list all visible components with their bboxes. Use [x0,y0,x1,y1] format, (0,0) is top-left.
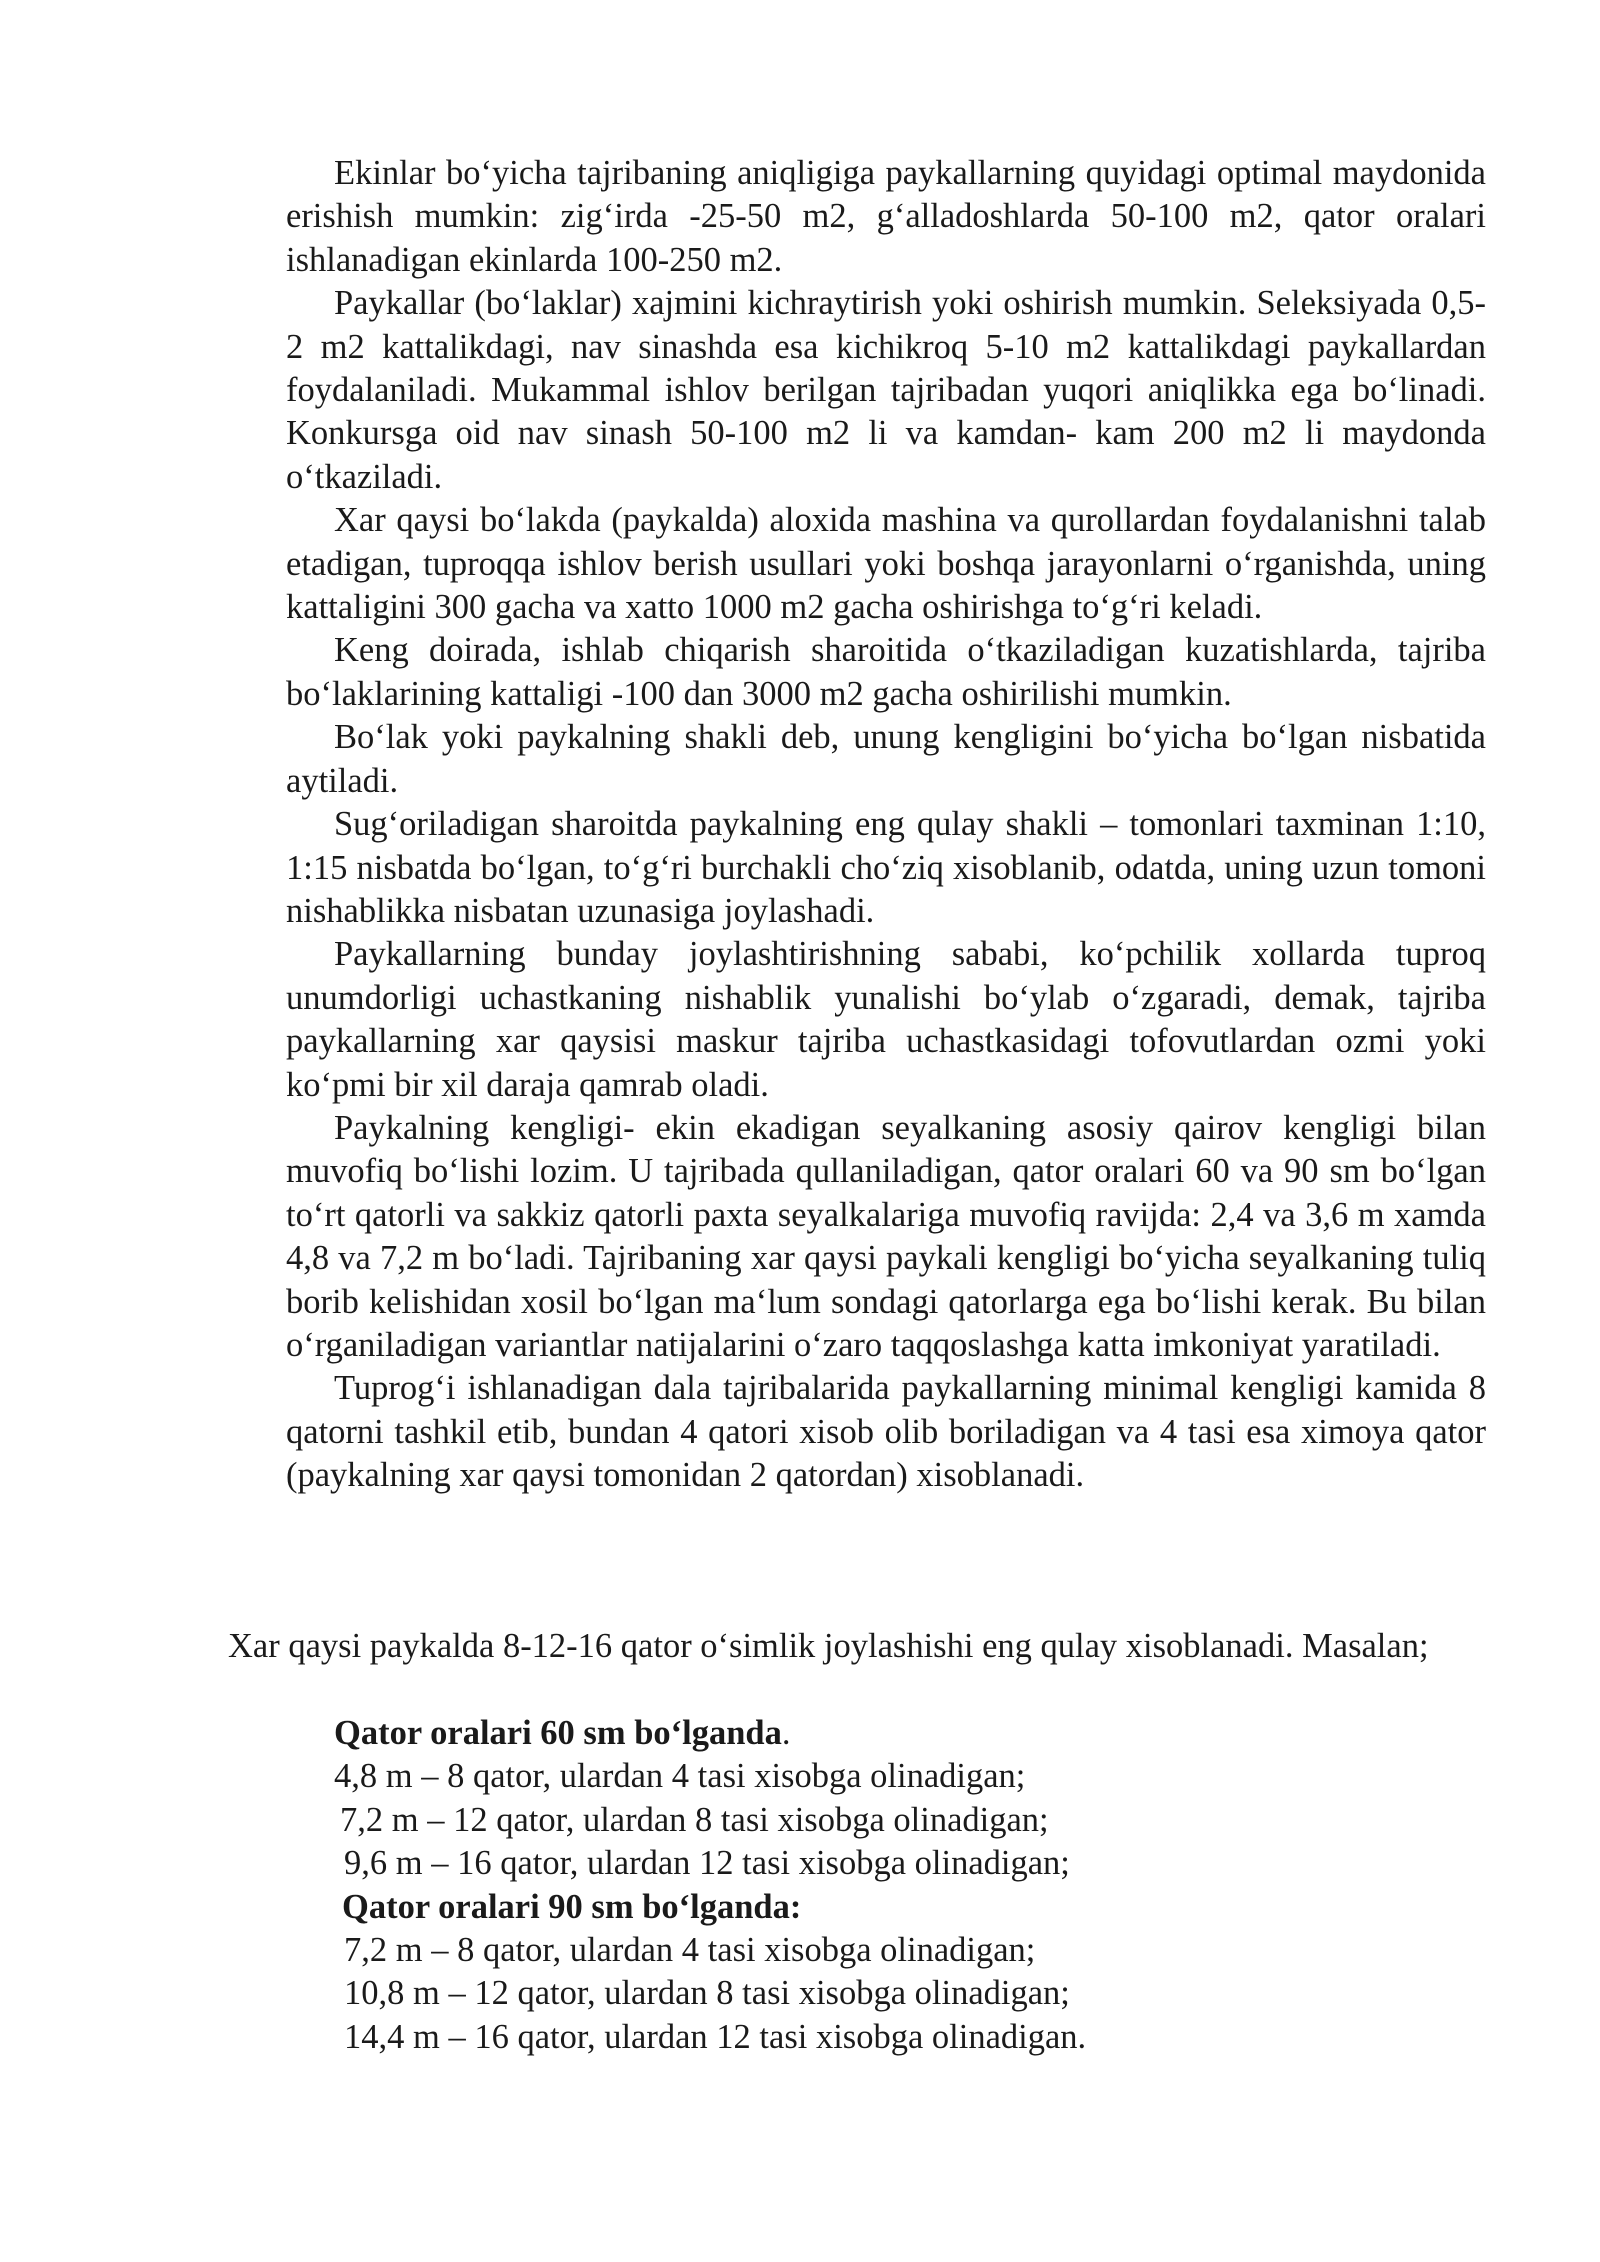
example-line: 7,2 m – 8 qator, ulardan 4 tasi xisobga olinadigan; [344,1931,1036,1970]
paragraph-plot-shape: Bo‘lak yoki paykalning shakli deb, unung kengligini bo‘yicha bo‘lgan nisbatida aytiladi. [286,718,1486,800]
paragraph-plot-area: Ekinlar bo‘yicha tajribaning aniqligiga paykallarning quyidagi optimal maydonida erishish mumkin: zig‘irda -25-50 m2, g‘alladoshlarda 50-100 m2, qator oralari ishlanadigan ekinlarda 100-250 m2. [286,154,1486,279]
body-text [286,152,1486,1498]
heading-60-text: Qator oralari 60 sm bo‘lganda [334,1714,782,1752]
heading-row-spacing-90: Qator oralari 90 sm bo‘lganda: [342,1887,802,1926]
paragraph-plot-size: Paykallar (bo‘laklar) xajmini kichraytirish yoki oshirish mumkin. Seleksiyada 0,5- 2 m2 kattalikdagi, nav sinashda esa kichikroq 5-10 m2 kattalikdagi paykallardan foydalaniladi. Mukammal ishlov berilgan tajribadan yuqori aniqlikka ega bo‘linadi. Konkursga oid nav sinash 50-100 m2 li va kamdan- kam 200 m2 li maydonda o‘tkaziladi. [286,284,1486,496]
paragraph-minimal-width: Tuprog‘i ishlanadigan dala tajribalarida paykallarning minimal kengligi kamida 8 qatorni tashkil etib, bundan 4 qatori xisob olib boriladigan va 4 tasi esa ximoya qator (paykalning xar qaysi tomonidan 2 qatordan) xisoblanadi. [286,1369,1486,1495]
example-line: 4,8 m – 8 qator, ulardan 4 tasi xisobga olinadigan; [334,1757,1026,1796]
paragraph-plot-width: Paykalning kengligi- ekin ekadigan seyalkaning asosiy qairov kengligi bilan muvofiq bo‘lishi lozim. U tajribada qullaniladigan, qator oralari 60 va 90 sm bo‘lgan to‘rt qatorli va sakkiz qatorli paxta seyalkalariga muvofiq ravijda: 2,4 va 3,6 m xamda 4,8 va 7,2 m bo‘ladi. Tajribaning xar qaysi paykali kengligi bo‘yicha seyalkaning tuliq borib kelishidan xosil bo‘lgan ma‘lum sondagi qatorlarga ega bo‘lishi kerak. Bu bilan o‘rganiladigan variantlar natijalarini o‘zaro taqqoslashga katta imkoniyat yaratiladi. [286,1108,1486,1364]
heading-60-suffix: . [781,1714,791,1752]
example-line: 9,6 m – 16 qator, ulardan 12 tasi xisobga olinadigan; [344,1844,1070,1883]
examples-list [334,1712,1434,2059]
example-line: 14,4 m – 16 qator, ulardan 12 tasi xisobga olinadigan. [344,2017,1087,2056]
example-line: 10,8 m – 12 qator, ulardan 8 tasi xisobga olinadigan; [344,1974,1070,2013]
paragraph-irrigated: Sug‘oriladigan sharoitda paykalning eng qulay shakli – tomonlari taxminan 1:10, 1:15 nisbatda bo‘lgan, to‘g‘ri burchakli cho‘ziq xisoblanib, odatda, uning uzun tomoni nishablikka nisbatan uzunasiga joylashadi. [286,805,1486,930]
example-line: 7,2 m – 12 qator, ulardan 8 tasi xisobga olinadigan; [340,1800,1049,1839]
paragraph-rows-per-plot: Xar qaysi paykalda 8-12-16 qator o‘simlik joylashishi eng qulay xisoblanadi. Masalan; [228,1627,1429,1665]
heading-row-spacing-60 [334,1712,1434,1755]
paragraph-placement-reason: Paykallarning bunday joylashtirishning sababi, ko‘pchilik xollarda tuproq unumdorligi uchastkaning nishablik yunalishi bo‘ylab o‘zgaradi, demak, tajriba paykallarning xar qaysisi maskur tajriba uchastkasidagi tofovutlardan ozmi yoki ko‘pmi bir xil daraja qamrab oladi. [286,935,1486,1104]
paragraph-machinery: Xar qaysi bo‘lakda (paykalda) aloxida mashina va qurollardan foydalanishni talab etadigan, tuproqqa ishlov berish usullari yoki boshqa jarayonlarni o‘rganishda, uning kattaligini 300 gacha va xatto 1000 m2 gacha oshirishga to‘g‘ri keladi. [286,501,1486,627]
paragraph-production: Keng doirada, ishlab chiqarish sharoitida o‘tkaziladigan kuzatishlarda, tajriba bo‘laklarining kattaligi -100 dan 3000 m2 gacha oshirilishi mumkin. [286,631,1486,713]
